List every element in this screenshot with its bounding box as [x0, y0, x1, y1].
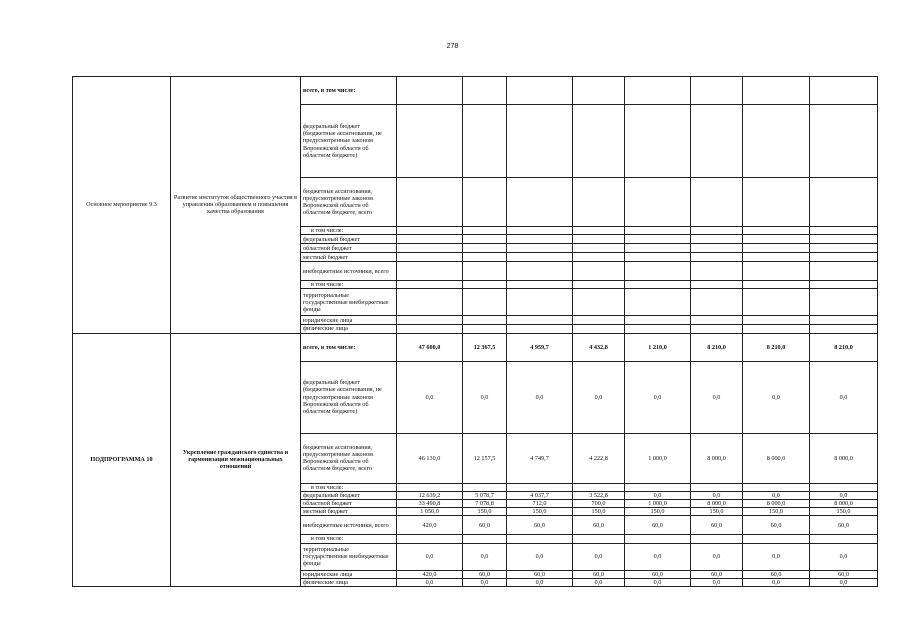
source-label: федеральный бюджет: [301, 235, 397, 244]
subprogram-code: ПОДПРОГРАММА 10: [73, 333, 171, 586]
value-cell: 60,0: [691, 570, 743, 578]
value-cell: 0,0: [625, 361, 691, 433]
value-cell: 4 959,7: [507, 333, 573, 361]
value-cell: 60,0: [507, 570, 573, 578]
value-cell: 60,0: [573, 570, 625, 578]
value-cell: 150,0: [743, 508, 810, 516]
subprogram-name: Укрепление гражданского единства и гармонизация межнациональных отношений: [171, 333, 301, 586]
value-cell: 12 157,5: [463, 433, 507, 483]
value-cell: 0,0: [810, 543, 878, 570]
value-cell: 60,0: [507, 516, 573, 535]
value-cell: 0,0: [463, 578, 507, 586]
value-cell: 0,0: [463, 361, 507, 433]
value-cell: 0,0: [743, 578, 810, 586]
value-cell: 4 222,8: [573, 433, 625, 483]
value-cell: 0,0: [507, 578, 573, 586]
value-cell: 0,0: [691, 491, 743, 499]
source-label: территориальные государственные внебюджетные фонды: [301, 289, 397, 316]
value-cell: 0,0: [397, 543, 463, 570]
value-cell: 150,0: [507, 508, 573, 516]
value-cell: 1 000,0: [625, 500, 691, 508]
value-cell: 33 490,8: [397, 500, 463, 508]
source-label: юридические лица: [301, 316, 397, 325]
source-label: в том числе:: [301, 227, 397, 235]
source-label: физические лица: [301, 578, 397, 586]
value-cell: 0,0: [463, 543, 507, 570]
value-cell: 150,0: [691, 508, 743, 516]
value-cell: 0,0: [625, 491, 691, 499]
value-cell: 0,0: [573, 578, 625, 586]
value-cell: 46 130,0: [397, 433, 463, 483]
source-label: областной бюджет: [301, 244, 397, 253]
source-label: территориальные государственные внебюджетные фонды: [301, 543, 397, 570]
value-cell: 0,0: [743, 491, 810, 499]
value-cell: 60,0: [691, 516, 743, 535]
activity-code: Основное мероприятие 9.3: [73, 77, 171, 334]
value-cell: 60,0: [625, 516, 691, 535]
value-cell: 0,0: [810, 578, 878, 586]
source-label: всего, в том числе:: [301, 333, 397, 361]
source-label: внебюджетные источники, всего: [301, 262, 397, 281]
source-label: внебюджетные источники, всего: [301, 516, 397, 535]
value-cell: 60,0: [743, 570, 810, 578]
source-label: в том числе:: [301, 483, 397, 491]
value-cell: 0,0: [691, 543, 743, 570]
value-cell: 60,0: [810, 516, 878, 535]
value-cell: 0,0: [625, 543, 691, 570]
value-cell: 47 600,0: [397, 333, 463, 361]
value-cell: 60,0: [573, 516, 625, 535]
value-cell: 712,0: [507, 500, 573, 508]
value-cell: 8 000,0: [743, 433, 810, 483]
value-cell: 8 000,0: [691, 500, 743, 508]
page-number: 278: [446, 43, 459, 50]
value-cell: 8 210,0: [691, 333, 743, 361]
value-cell: 150,0: [573, 508, 625, 516]
value-cell: 8 210,0: [810, 333, 878, 361]
source-label: федеральный бюджет (бюджетные ассигнования, не предусмотренные законом Воронежской области об областном бюджете): [301, 361, 397, 433]
value-cell: 8 000,0: [743, 500, 810, 508]
value-cell: 0,0: [743, 543, 810, 570]
value-cell: 0,0: [743, 361, 810, 433]
value-cell: 60,0: [743, 516, 810, 535]
value-cell: 12 639,2: [397, 491, 463, 499]
table-row: [73, 333, 878, 361]
value-cell: 0,0: [810, 361, 878, 433]
value-cell: 5 078,7: [463, 491, 507, 499]
value-cell: 3 522,8: [573, 491, 625, 499]
value-cell: 1 050,0: [397, 508, 463, 516]
value-cell: 8 000,0: [810, 500, 878, 508]
value-cell: 4 749,7: [507, 433, 573, 483]
value-cell: 1 000,0: [625, 433, 691, 483]
value-cell: 7 078,8: [463, 500, 507, 508]
value-cell: 420,0: [397, 570, 463, 578]
value-cell: 12 367,5: [463, 333, 507, 361]
value-cell: 0,0: [507, 361, 573, 433]
value-cell: 0,0: [507, 543, 573, 570]
source-label: местный бюджет: [301, 508, 397, 516]
value-cell: 1 210,0: [625, 333, 691, 361]
value-cell: 0,0: [625, 578, 691, 586]
value-cell: 0,0: [691, 361, 743, 433]
value-cell: 0,0: [573, 361, 625, 433]
value-cell: 420,0: [397, 516, 463, 535]
value-cell: 60,0: [463, 516, 507, 535]
value-cell: 60,0: [463, 570, 507, 578]
value-cell: 150,0: [463, 508, 507, 516]
source-label: бюджетные ассигнования, предусмотренные законом Воронежской области об областном бюджете, всего: [301, 433, 397, 483]
budget-table: [72, 76, 878, 587]
source-label: в том числе:: [301, 535, 397, 543]
value-cell: 4 037,7: [507, 491, 573, 499]
value-cell: 0,0: [397, 361, 463, 433]
value-cell: 60,0: [625, 570, 691, 578]
value-cell: 150,0: [810, 508, 878, 516]
value-cell: 0,0: [691, 578, 743, 586]
source-label: юридические лица: [301, 570, 397, 578]
source-label: областной бюджет: [301, 500, 397, 508]
value-cell: 8 000,0: [810, 433, 878, 483]
source-label: федеральный бюджет: [301, 491, 397, 499]
source-label: всего, в том числе:: [301, 77, 397, 105]
value-cell: 8 000,0: [691, 433, 743, 483]
activity-name: Развитие институтов общественного участия в управлении образованием и повышения качества образования: [171, 77, 301, 334]
source-label: в том числе:: [301, 281, 397, 289]
source-label: местный бюджет: [301, 253, 397, 262]
value-cell: 0,0: [810, 491, 878, 499]
value-cell: 8 210,0: [743, 333, 810, 361]
value-cell: 700,0: [573, 500, 625, 508]
source-label: федеральный бюджет (бюджетные ассигнования, не предусмотренные законом Воронежской области об областном бюджете): [301, 105, 397, 178]
value-cell: 0,0: [573, 543, 625, 570]
source-label: бюджетные ассигнования, предусмотренные законом Воронежской области об областном бюджете, всего: [301, 178, 397, 227]
value-cell: 4 432,8: [573, 333, 625, 361]
value-cell: 150,0: [625, 508, 691, 516]
value-cell: 0,0: [397, 578, 463, 586]
table-row: [73, 77, 878, 105]
value-cell: 60,0: [810, 570, 878, 578]
source-label: физические лица: [301, 325, 397, 333]
